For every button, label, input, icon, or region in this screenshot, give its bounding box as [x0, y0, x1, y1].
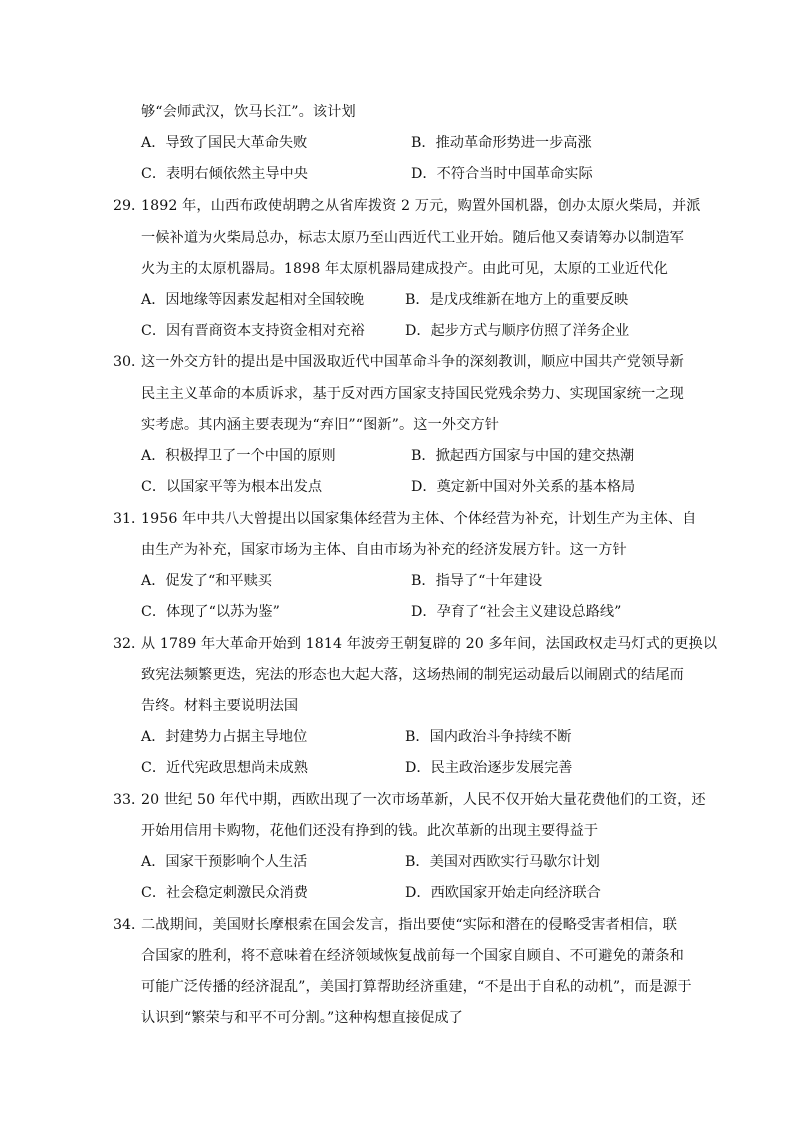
question-30-number: 30．: [113, 354, 146, 370]
question-33-option-a: A．国家干预影响个人生活: [141, 854, 308, 870]
question-34-stem-line-2: 合国家的胜利，将不意味着在经济领域恢复战前每一个国家自顾自、不可避免的萧条和: [141, 948, 684, 964]
question-32-number: 32．: [113, 636, 146, 652]
question-32-stem-line-2: 致宪法频繁更迭，宪法的形态也大起大落，这场热闹的制宪运动最后以闹剧式的结尾而: [141, 667, 684, 683]
question-28-option-b: B．推动革命形势进一步高涨: [411, 135, 592, 151]
question-29-number: 29．: [113, 198, 146, 214]
question-28-option-a: A．导致了国民大革命失败: [141, 135, 308, 151]
question-31-option-d: D．孕育了“社会主义建设总路线”: [411, 604, 622, 620]
question-29-stem-line-2: 一候补道为火柴局总办，标志太原乃至山西近代工业开始。随后他又奏请筹办以制造军: [141, 230, 684, 246]
question-31-option-a: A．促发了“和平赎买: [141, 573, 272, 589]
question-34-number: 34．: [113, 917, 146, 933]
question-33-number: 33．: [113, 792, 146, 808]
question-32-option-c: C．近代宪政思想尚未成熟: [141, 760, 308, 776]
question-32-option-a: A．封建势力占据主导地位: [141, 729, 308, 745]
question-30-option-a: A．积极捍卫了一个中国的原则: [141, 448, 336, 464]
question-33-option-c: C．社会稳定刺激民众消费: [141, 885, 308, 901]
question-33-stem-line-2: 开始用信用卡购物，花他们还没有挣到的钱。此次革新的出现主要得益于: [141, 823, 599, 839]
question-29-stem-line-1: 1892 年，山西布政使胡聘之从省库拨资 2 万元，购置外国机器，创办太原火柴局，并派: [141, 198, 701, 214]
question-30-option-c: C．以国家平等为根本出发点: [141, 479, 323, 495]
question-30-stem-line-2: 民主主义革命的本质诉求，基于反对西方国家支持国民党残余势力、实现国家统一之现: [141, 386, 684, 402]
question-29-option-a: A．因地缘等因素发起相对全国较晚: [141, 292, 365, 308]
question-31-stem-line-2: 由生产为补充，国家市场为主体、自由市场为补充的经济发展方针。这一方针: [141, 542, 627, 558]
question-31-option-c: C．体现了“以苏为鉴”: [141, 604, 280, 620]
question-29-stem-line-3: 火为主的太原机器局。1898 年太原机器局建成投产。由此可见，太原的工业近代化: [141, 261, 668, 277]
question-30-stem-line-1: 这一外交方针的提出是中国汲取近代中国革命斗争的深刻教训，顺应中国共产党领导新: [141, 354, 684, 370]
question-34-stem-line-1: 二战期间，美国财长摩根索在国会发言，指出要使“实际和潜在的侵略受害者相信，联: [141, 917, 677, 933]
question-29-option-c: C．因有晋商资本支持资金相对充裕: [141, 323, 365, 339]
question-28-option-c: C．表明右倾依然主导中央: [141, 166, 308, 182]
question-28-option-d: D．不符合当时中国革命实际: [411, 166, 593, 182]
question-33-option-b: B．美国对西欧实行马歇尔计划: [405, 854, 600, 870]
question-30-stem-line-3: 实考虑。其内涵主要表现为“弃旧”“图新”。这一外交方针: [141, 417, 500, 433]
question-32-option-b: B．国内政治斗争持续不断: [405, 729, 572, 745]
question-30-option-d: D．奠定新中国对外关系的基本格局: [411, 479, 636, 495]
question-32-stem-line-3: 告终。材料主要说明法国: [141, 698, 299, 714]
question-33-stem-line-1: 20 世纪 50 年代中期，西欧出现了一次市场革新，人民不仅开始大量花费他们的工资，还: [141, 792, 706, 808]
question-31-stem-line-1: 1956 年中共八大曾提出以国家集体经营为主体、个体经营为补充，计划生产为主体、自: [141, 511, 697, 527]
question-29-option-d: D．起步方式与顺序仿照了洋务企业: [405, 323, 630, 339]
question-34-stem-line-4: 认识到“繁荣与和平不可分割。”这种构想直接促成了: [141, 1010, 463, 1026]
question-34-stem-line-3: 可能广泛传播的经济混乱”，美国打算帮助经济重建，“不是出于自私的动机”，而是源于: [141, 979, 692, 995]
question-30-option-b: B．掀起西方国家与中国的建交热潮: [411, 448, 635, 464]
question-32-stem-line-1: 从 1789 年大革命开始到 1814 年波旁王朝复辟的 20 多年间，法国政权走马灯式的更换以: [141, 636, 718, 652]
question-33-option-d: D．西欧国家开始走向经济联合: [405, 885, 601, 901]
question-28-stem-end: 够“会师武汉，饮马长江”。该计划: [141, 104, 356, 120]
question-29-option-b: B．是戊戌维新在地方上的重要反映: [405, 292, 629, 308]
question-31-number: 31．: [113, 511, 146, 527]
question-31-option-b: B．指导了“十年建设: [411, 573, 543, 589]
question-32-option-d: D．民主政治逐步发展完善: [405, 760, 573, 776]
